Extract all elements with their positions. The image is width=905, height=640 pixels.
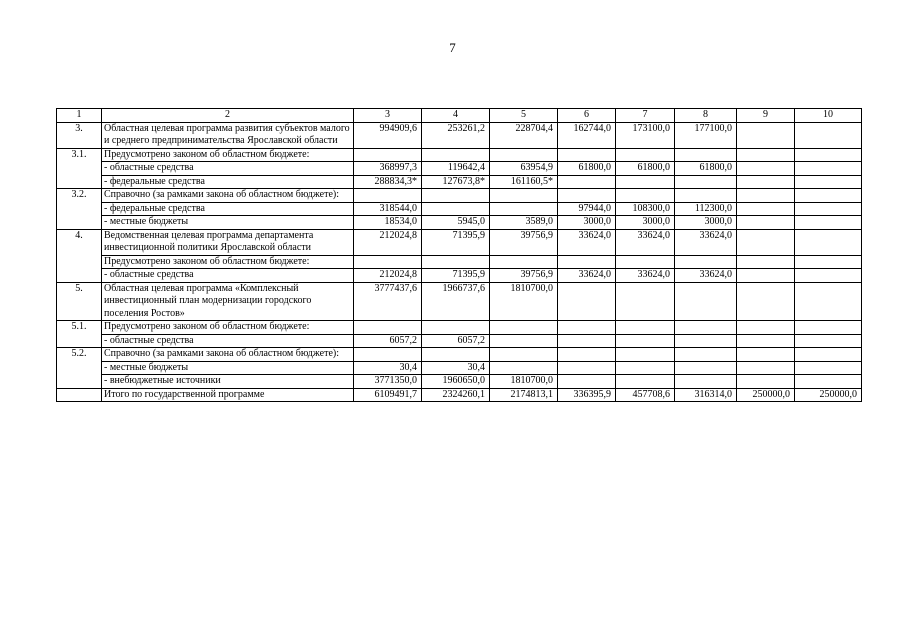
value-cell: 6057,2 [422,334,490,348]
value-cell [795,189,862,203]
value-cell [795,202,862,216]
value-cell: 33624,0 [558,229,616,255]
value-cell [737,334,795,348]
value-cell [354,348,422,362]
value-cell: 39756,9 [490,229,558,255]
value-cell: 250000,0 [737,388,795,402]
value-cell [675,361,737,375]
value-cell [616,282,675,321]
value-cell: 71395,9 [422,269,490,283]
value-cell: 3589,0 [490,216,558,230]
value-cell: 994909,6 [354,122,422,148]
value-cell: 250000,0 [795,388,862,402]
value-cell [737,189,795,203]
value-cell: 3777437,6 [354,282,422,321]
value-cell [795,175,862,189]
row-name-cell: - областные средства [102,162,354,176]
row-name-cell: Справочно (за рамками закона об областном бюджете): [102,189,354,203]
row-name-cell: Предусмотрено законом об областном бюджете: [102,255,354,269]
value-cell: 3000,0 [616,216,675,230]
value-cell [558,321,616,335]
table-row [57,269,862,283]
value-cell [795,122,862,148]
value-cell [737,229,795,255]
value-cell [490,202,558,216]
table-row [57,216,862,230]
row-number-cell [57,255,102,269]
value-cell [354,321,422,335]
value-cell: 97944,0 [558,202,616,216]
value-cell [558,375,616,389]
value-cell [490,255,558,269]
value-cell [737,216,795,230]
value-cell: 119642,4 [422,162,490,176]
value-cell [737,148,795,162]
value-cell: 212024,8 [354,269,422,283]
row-name-cell: Справочно (за рамками закона об областном бюджете): [102,348,354,362]
row-name-cell: - областные средства [102,334,354,348]
value-cell: 288834,3* [354,175,422,189]
value-cell: 161160,5* [490,175,558,189]
value-cell [354,189,422,203]
value-cell: 18534,0 [354,216,422,230]
value-cell: 162744,0 [558,122,616,148]
value-cell [795,282,862,321]
value-cell: 33624,0 [616,269,675,283]
table-row [57,162,862,176]
value-cell: 2174813,1 [490,388,558,402]
header-cell: 10 [795,109,862,123]
value-cell: 457708,6 [616,388,675,402]
row-name-cell: - федеральные средства [102,202,354,216]
value-cell [490,361,558,375]
value-cell [737,175,795,189]
value-cell [490,189,558,203]
value-cell: 3000,0 [675,216,737,230]
value-cell: 177100,0 [675,122,737,148]
row-number-cell: 3. [57,122,102,148]
table-row [57,321,862,335]
value-cell [675,334,737,348]
value-cell: 1960650,0 [422,375,490,389]
header-cell: 5 [490,109,558,123]
value-cell [675,175,737,189]
row-number-cell [57,375,102,389]
value-cell [737,255,795,269]
row-name-cell: - местные бюджеты [102,361,354,375]
value-cell [737,202,795,216]
value-cell: 3771350,0 [354,375,422,389]
row-number-cell: 3.1. [57,148,102,162]
value-cell [616,148,675,162]
value-cell: 173100,0 [616,122,675,148]
value-cell [490,321,558,335]
header-cell: 4 [422,109,490,123]
value-cell [558,361,616,375]
value-cell [558,255,616,269]
table-row [57,361,862,375]
value-cell [490,348,558,362]
value-cell: 112300,0 [675,202,737,216]
value-cell [490,334,558,348]
value-cell [616,175,675,189]
value-cell: 212024,8 [354,229,422,255]
value-cell [422,189,490,203]
table-row [57,202,862,216]
value-cell: 30,4 [354,361,422,375]
value-cell [795,348,862,362]
value-cell [737,282,795,321]
row-name-cell: - местные бюджеты [102,216,354,230]
value-cell: 316314,0 [675,388,737,402]
value-cell [558,334,616,348]
value-cell [795,361,862,375]
value-cell [616,255,675,269]
header-row [57,109,862,123]
value-cell [422,255,490,269]
table-row [57,189,862,203]
row-number-cell [57,175,102,189]
row-name-cell: Ведомственная целевая программа департамента инвестиционной политики Ярославской области [102,229,354,255]
value-cell [558,189,616,203]
value-cell: 108300,0 [616,202,675,216]
value-cell [675,375,737,389]
value-cell [675,148,737,162]
value-cell: 61800,0 [675,162,737,176]
value-cell [616,321,675,335]
row-number-cell [57,269,102,283]
row-number-cell [57,334,102,348]
table-row [57,334,862,348]
header-cell: 7 [616,109,675,123]
header-cell: 9 [737,109,795,123]
header-cell: 8 [675,109,737,123]
value-cell: 318544,0 [354,202,422,216]
value-cell: 33624,0 [558,269,616,283]
value-cell: 39756,9 [490,269,558,283]
value-cell [795,216,862,230]
value-cell: 61800,0 [616,162,675,176]
value-cell [616,348,675,362]
value-cell [675,348,737,362]
row-name-cell: Итого по государственной программе [102,388,354,402]
table-row [57,388,862,402]
value-cell: 336395,9 [558,388,616,402]
row-number-cell [57,162,102,176]
header-cell: 3 [354,109,422,123]
row-name-cell: Областная целевая программа развития субъектов малого и среднего предпринимательства Ярославской области [102,122,354,148]
value-cell: 33624,0 [616,229,675,255]
row-number-cell [57,216,102,230]
value-cell [422,202,490,216]
value-cell [795,162,862,176]
row-number-cell: 4. [57,229,102,255]
value-cell [795,269,862,283]
row-name-cell: Предусмотрено законом об областном бюджете: [102,148,354,162]
value-cell [675,255,737,269]
value-cell [795,334,862,348]
value-cell: 1966737,6 [422,282,490,321]
value-cell: 33624,0 [675,269,737,283]
row-name-cell: Областная целевая программа «Комплексный инвестиционный план модернизации городского поселения Ростов» [102,282,354,321]
table-row [57,229,862,255]
table-row [57,348,862,362]
value-cell: 228704,4 [490,122,558,148]
value-cell [422,348,490,362]
row-number-cell [57,361,102,375]
value-cell [737,361,795,375]
page-number: 7 [449,40,456,55]
value-cell: 30,4 [422,361,490,375]
table-row [57,175,862,189]
value-cell: 6057,2 [354,334,422,348]
value-cell: 2324260,1 [422,388,490,402]
row-name-cell: Предусмотрено законом об областном бюджете: [102,321,354,335]
budget-table [56,108,862,402]
value-cell [675,189,737,203]
value-cell [737,348,795,362]
value-cell [558,282,616,321]
value-cell [616,189,675,203]
value-cell [737,375,795,389]
value-cell: 5945,0 [422,216,490,230]
value-cell [795,375,862,389]
value-cell [616,375,675,389]
row-number-cell: 5. [57,282,102,321]
value-cell [795,321,862,335]
value-cell [737,321,795,335]
value-cell: 63954,9 [490,162,558,176]
table-row [57,282,862,321]
value-cell: 71395,9 [422,229,490,255]
value-cell [737,162,795,176]
value-cell: 1810700,0 [490,282,558,321]
value-cell [795,148,862,162]
value-cell [558,148,616,162]
value-cell: 33624,0 [675,229,737,255]
row-number-cell: 3.2. [57,189,102,203]
header-cell: 6 [558,109,616,123]
header-cell: 2 [102,109,354,123]
table-row [57,375,862,389]
value-cell: 6109491,7 [354,388,422,402]
value-cell: 253261,2 [422,122,490,148]
header-cell: 1 [57,109,102,123]
value-cell [737,122,795,148]
value-cell [675,282,737,321]
value-cell [422,321,490,335]
row-number-cell: 5.1. [57,321,102,335]
value-cell [558,175,616,189]
row-number-cell [57,388,102,402]
value-cell [795,229,862,255]
value-cell [354,148,422,162]
value-cell [422,148,490,162]
value-cell [616,361,675,375]
row-name-cell: - внебюджетные источники [102,375,354,389]
value-cell [490,148,558,162]
row-number-cell: 5.2. [57,348,102,362]
table-row [57,148,862,162]
value-cell [737,269,795,283]
row-name-cell: - федеральные средства [102,175,354,189]
row-number-cell [57,202,102,216]
row-name-cell: - областные средства [102,269,354,283]
value-cell [675,321,737,335]
value-cell [558,348,616,362]
value-cell: 61800,0 [558,162,616,176]
value-cell: 368997,3 [354,162,422,176]
table-row [57,122,862,148]
value-cell [354,255,422,269]
value-cell: 1810700,0 [490,375,558,389]
value-cell [795,255,862,269]
value-cell [616,334,675,348]
value-cell: 127673,8* [422,175,490,189]
value-cell: 3000,0 [558,216,616,230]
table-row [57,255,862,269]
